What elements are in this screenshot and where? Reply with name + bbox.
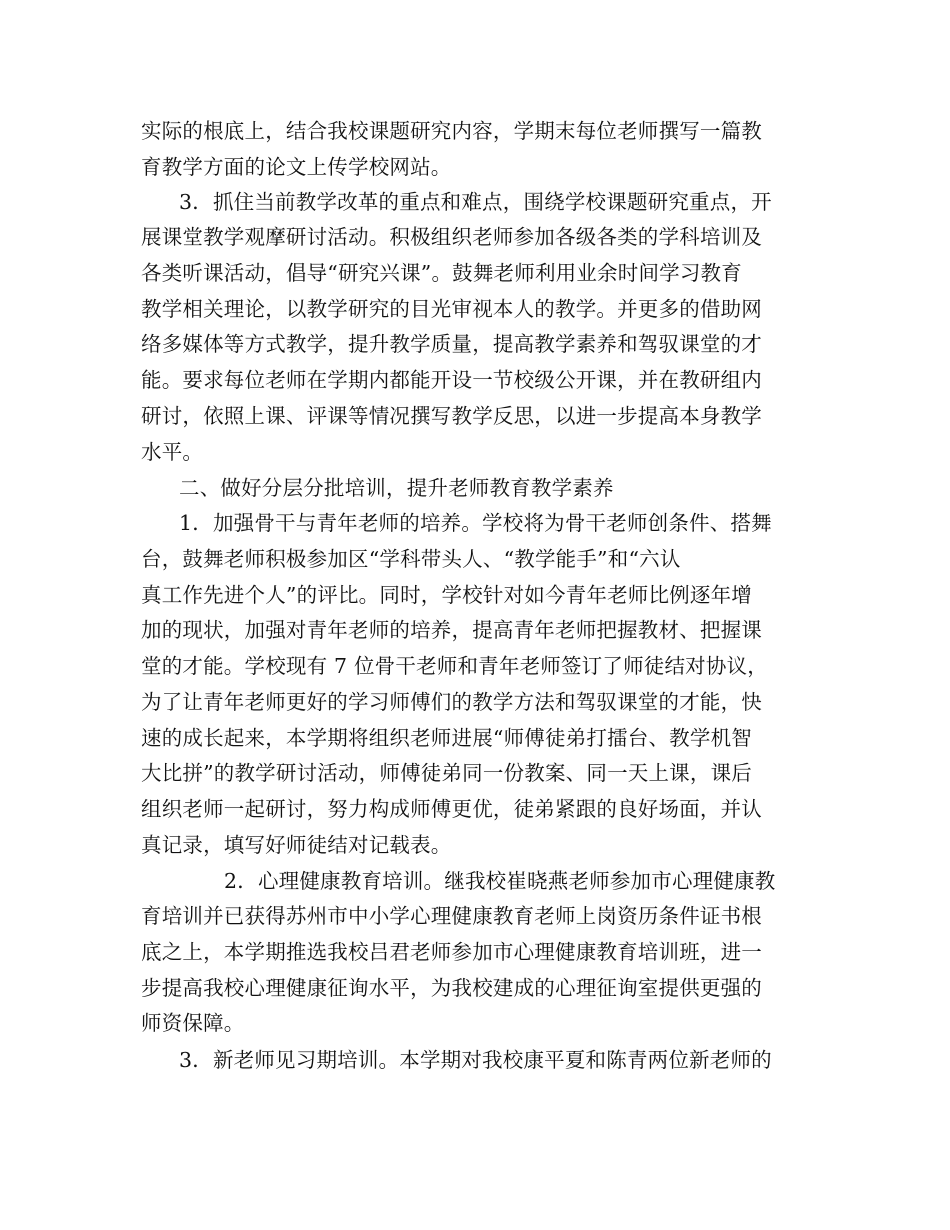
heading-text: 二、做好分层分批培训，提升老师教育教学素养 xyxy=(179,476,614,500)
text-line: 真记录，填写好师徒结对记载表。 xyxy=(141,833,452,857)
text-line: 大比拼”的教学研讨活动，师傅徒弟同一份教案、同一天上课，课后 xyxy=(141,761,752,785)
text-line: 展课堂教学观摩研讨活动。积极组织老师参加各级各类的学科培训及 xyxy=(141,225,762,249)
text-line: 2．心理健康教育培训。继我校崔晓燕老师参加市心理健康教 xyxy=(224,869,776,893)
text-line: 组织老师一起研讨，努力构成师傅更优，徒弟紧跟的良好场面，并认 xyxy=(141,797,762,821)
text-line: 台，鼓舞老师积极参加区“学科带头人、“教学能手”和“六认 xyxy=(141,547,681,571)
text-line: 水平。 xyxy=(141,440,204,464)
text-line: 3．抓住当前教学改革的重点和难点，围绕学校课题研究重点，开 xyxy=(179,190,772,214)
text-line: 底之上，本学期推选我校吕君老师参加市心理健康教育培训班，进一 xyxy=(141,940,762,964)
text-line: 育教学方面的论文上传学校网站。 xyxy=(141,155,452,179)
text-line: 络多媒体等方式教学，提升教学质量，提高教学素养和驾驭课堂的才 xyxy=(141,332,762,356)
text-line: 能。要求每位老师在学期内都能开设一节校级公开课，并在教研组内 xyxy=(141,368,762,392)
text-line: 真工作先进个人”的评比。同时，学校针对如今青年老师比例逐年增 xyxy=(141,583,752,607)
text-line: 育培训并已获得苏州市中小学心理健康教育老师上岗资历条件证书根 xyxy=(141,904,762,928)
text-line: 加的现状，加强对青年老师的培养，提高青年老师把握教材、把握课 xyxy=(141,618,762,642)
text-line: 速的成长起来，本学期将组织老师进展“师傅徒弟打擂台、教学机智 xyxy=(141,726,752,750)
text-line: 堂的才能。学校现有 7 位骨干老师和青年老师签订了师徒结对协议， xyxy=(141,654,768,678)
text-line: 3．新老师见习期培训。本学期对我校康平夏和陈青两位新老师的 xyxy=(179,1048,772,1072)
text-line: 各类听课活动，倡导“研究兴课”。鼓舞老师利用业余时间学习教育 xyxy=(141,261,742,285)
text-line: 研讨，依照上课、评课等情况撰写教学反思，以进一步提高本身教学 xyxy=(141,404,762,428)
text-line: 师资保障。 xyxy=(141,1011,245,1035)
text-line: 教学相关理论，以教学研究的目光审视本人的教学。并更多的借助网 xyxy=(141,297,762,321)
text-line: 1．加强骨干与青年老师的培养。学校将为骨干老师创条件、搭舞 xyxy=(179,511,772,535)
text-line: 步提高我校心理健康征询水平，为我校建成的心理征询室提供更强的 xyxy=(141,976,762,1000)
text-line: 实际的根底上，结合我校课题研究内容，学期末每位老师撰写一篇教 xyxy=(141,119,762,143)
text-line: 为了让青年老师更好的学习师傅们的教学方法和驾驭课堂的才能，快 xyxy=(141,690,762,714)
